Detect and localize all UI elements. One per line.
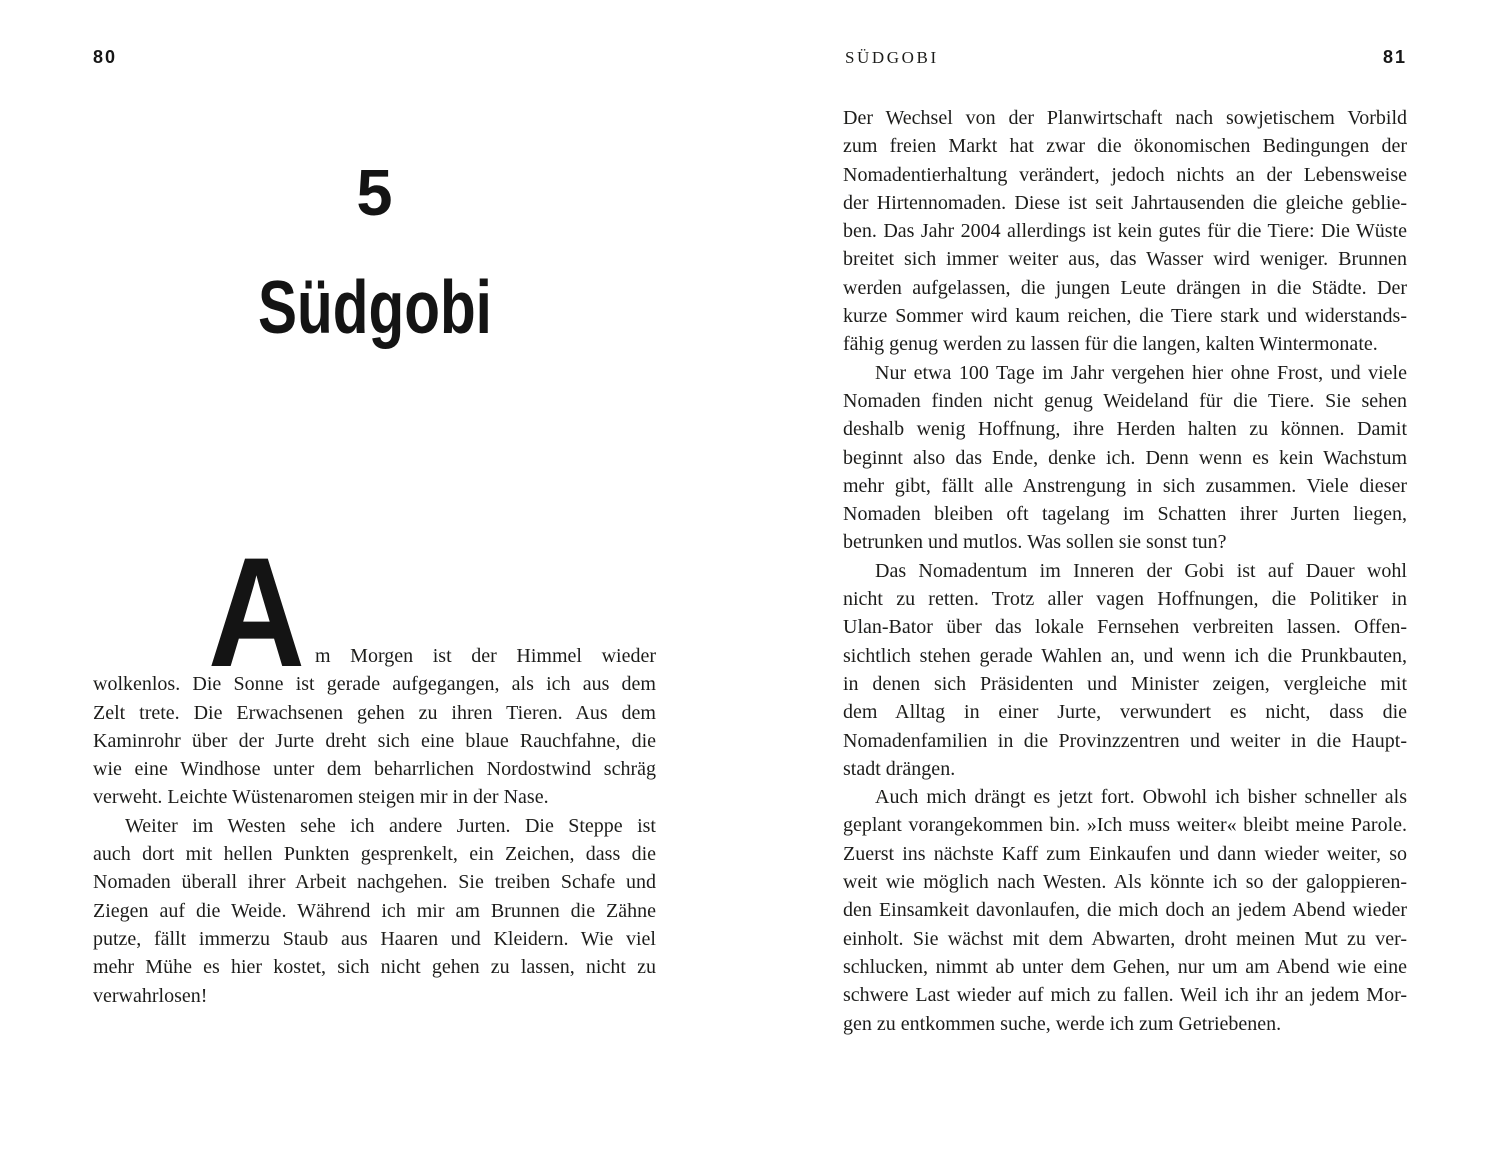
text-line: Kaminrohr über der Jurte dreht sich eine blaue Rauchfahne, die <box>93 729 656 752</box>
page-number-left: 80 <box>93 47 118 67</box>
text-line: Auch mich drängt es jetzt fort. Obwohl ich bisher schneller als <box>875 786 1407 809</box>
text-line: Nomadenfamilien in die Provinzzentren und weiter in die Haupt- <box>843 729 1407 752</box>
text-line: Nomaden überall ihrer Arbeit nachgehen. Sie treiben Schafe und <box>93 871 656 894</box>
text-line: ben. Das Jahr 2004 allerdings ist kein gutes für die Tiere: Die Wüste <box>843 220 1407 243</box>
text-line: Zelt trete. Die Erwachsenen gehen zu ihren Tieren. Aus dem <box>93 701 656 724</box>
page-number-right: 81 <box>1383 47 1408 67</box>
text-line: den Einsamkeit davonlaufen, die mich doch an jedem Abend wieder <box>843 899 1407 922</box>
text-line: mehr gibt, fällt alle Anstrengung in sich zusammen. Viele dieser <box>843 474 1407 497</box>
chapter-title-text: Südgobi <box>257 265 492 349</box>
text-line: nicht zu retten. Trotz aller vagen Hoffnungen, die Politiker in <box>843 588 1407 611</box>
right-body-text <box>843 104 1407 1038</box>
text-line: einholt. Sie wächst mit dem Abwarten, droht meinen Mut zu ver- <box>843 927 1407 950</box>
text-line: in denen sich Präsidenten und Minister zeigen, vergleiche mit <box>843 672 1407 695</box>
text-line: weit wie möglich nach Westen. Als könnte ich so der galoppieren- <box>843 871 1407 894</box>
text-line: schwere Last wieder auf mich zu fallen. Weil ich ihr an jedem Mor- <box>843 984 1407 1007</box>
chapter-number: 5 <box>356 156 393 229</box>
text-line: geplant vorangekommen bin. »Ich muss weiter« bleibt meine Parole. <box>843 814 1407 837</box>
text-line: Nur etwa 100 Tage im Jahr vergehen hier ohne Frost, und viele <box>875 361 1407 384</box>
text-line: fähig genug werden zu lassen für die langen, kalten Wintermonate. <box>843 333 1378 356</box>
text-line: Nomadentierhaltung verändert, jedoch nichts an der Lebensweise <box>843 163 1407 186</box>
text-line: auch dort mit hellen Punkten gesprenkelt, ein Zeichen, dass die <box>93 843 656 866</box>
text-line: werden aufgelassen, die jungen Leute drängen in die Städte. Der <box>843 276 1407 299</box>
text-line: wie eine Windhose unter dem beharrlichen Nordostwind schräg <box>93 758 656 781</box>
text-line: putze, fällt immerzu Staub aus Haaren und Kleidern. Wie viel <box>93 927 656 950</box>
text-line: m Morgen ist der Himmel wieder <box>315 645 656 667</box>
text-line: dem Alltag in einer Jurte, verwundert es nicht, dass die <box>843 701 1407 724</box>
chapter-title <box>93 265 656 349</box>
text-line: betrunken und mutlos. Was sollen sie sonst tun? <box>843 531 1227 554</box>
paragraph <box>843 104 1407 359</box>
drop-cap-initial: A <box>208 526 305 700</box>
paragraph <box>93 642 656 812</box>
paragraph <box>843 557 1407 783</box>
text-line: verweht. Leichte Wüstenaromen steigen mir in der Nase. <box>93 786 549 809</box>
text-line: Zuerst ins nächste Kaff zum Einkaufen und dann wieder weiter, so <box>843 842 1407 865</box>
text-line: Ziegen auf die Weide. Während ich mir am Brunnen die Zähne <box>93 899 656 922</box>
text-line: Der Wechsel von der Planwirtschaft nach sowjetischem Vorbild <box>843 107 1407 129</box>
text-line: Das Nomadentum im Inneren der Gobi ist auf Dauer wohl <box>875 559 1407 582</box>
paragraph <box>843 783 1407 1038</box>
text-line: wolkenlos. Die Sonne ist gerade aufgegangen, als ich aus dem <box>93 673 656 696</box>
text-line: Nomaden bleiben oft tagelang im Schatten ihrer Jurten liegen, <box>843 503 1407 526</box>
text-line: stadt drängen. <box>843 757 956 780</box>
text-line: der Hirtennomaden. Diese ist seit Jahrtausenden die gleiche geblie- <box>843 191 1407 214</box>
text-line: beginnt also das Ende, denke ich. Denn wenn es kein Wachstum <box>843 446 1407 469</box>
paragraph <box>843 359 1407 557</box>
text-line: schlucken, nimmt ab unter dem Gehen, nur um am Abend wie eine <box>843 955 1407 978</box>
text-line: Ulan-Bator über das lokale Fernsehen verbreiten lassen. Offen- <box>843 616 1407 639</box>
text-line: breitet sich immer weiter aus, das Wasser wird weniger. Brunnen <box>843 248 1407 271</box>
text-line: gen zu entkommen suche, werde ich zum Getriebenen. <box>843 1012 1282 1035</box>
text-line: Weiter im Westen sehe ich andere Jurten. Die Steppe ist <box>125 814 656 837</box>
text-line: Nomaden finden nicht genug Weideland für die Tiere. Sie sehen <box>843 389 1407 412</box>
text-line: verwahrlosen! <box>93 984 208 1007</box>
text-line: sichtlich stehen gerade Wahlen an, und wenn ich die Prunkbauten, <box>843 644 1407 667</box>
running-head: SÜDGOBI <box>845 48 939 67</box>
text-line: zum freien Markt hat zwar die ökonomischen Bedingungen der <box>843 135 1407 158</box>
paragraph <box>93 812 656 1010</box>
text-line: deshalb wenig Hoffnung, ihre Herden halten zu können. Damit <box>843 418 1407 441</box>
text-line: mehr Mühe es hier kostet, sich nicht gehen zu lassen, nicht zu <box>93 956 656 979</box>
text-line: kurze Sommer wird kaum reichen, die Tiere stark und widerstands- <box>843 305 1407 328</box>
left-body-text <box>93 642 656 1010</box>
